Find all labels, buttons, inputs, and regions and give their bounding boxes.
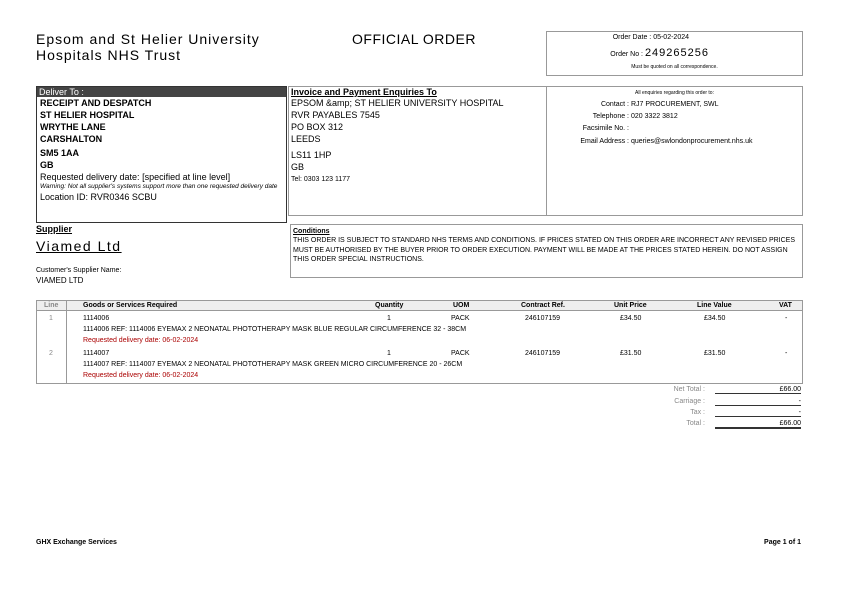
conditions-label: Conditions [293,228,330,235]
invoice-line-4: LEEDS [291,134,321,144]
conditions-text: THIS ORDER IS SUBJECT TO STANDARD NHS TERMS AND CONDITIONS. IF PRICES STATED ON THIS ORDER ARE INCORRECT ANY REVISED PRICES MUST BE AUTHORISED BY THE BUYER PRIOR TO ORDER EXECUTION. PAYMENT WILL BE MADE AT THE PRICES STATED HEREIN. DO NOT ASSIGN THIS ORDER SPECIAL INSTRUCTIONS. [293,237,796,263]
trust-name-line2: Hospitals NHS Trust [36,47,182,63]
row1-uom: PACK [451,315,470,322]
row1-unit-price: £34.50 [620,315,642,322]
deliver-location-id: Location ID: RVR0346 SCBU [40,192,157,202]
row1-description: 1114006 REF: 1114006 EYEMAX 2 NEONATAL PHOTOTHERAPY MASK BLUE REGULAR CIRCUMFERENCE 32 - 38CM [83,326,467,333]
grand-total-value: £66.00 [715,420,801,429]
enquiries-box [546,86,803,216]
deliver-line-3: WRYTHE LANE [40,122,106,132]
contact-value: RJ7 PROCUREMENT, SWL [631,101,719,108]
trust-name-line1: Epsom and St Helier University [36,31,260,47]
row2-uom: PACK [451,350,470,357]
row2-code: 1114007 [83,350,110,357]
tax-row [620,409,801,420]
supplier-label: Supplier [36,224,73,234]
order-date-label: Order Date : [612,34,652,41]
row2-description: 1114007 REF: 1114007 EYEMAX 2 NEONATAL PHOTOTHERAPY MASK GREEN MICRO CIRCUMFERENCE 20 - 26CM [83,361,463,368]
col-uom: UOM [453,302,470,309]
deliver-line-5: SM5 1AA [40,148,80,158]
email-value: queries@swlondonprocurement.nhs.uk [631,138,753,145]
tax-label: Tax : [690,409,705,416]
trust-name [36,31,260,63]
grand-total-row [620,420,801,431]
col-unit-price: Unit Price [614,302,647,309]
grand-total-label: Total : [686,420,705,427]
order-date-value: 05-02-2024 [653,34,689,41]
col-vat: VAT [779,302,792,309]
row2-vat: - [785,350,788,357]
deliver-warning: Warning: Not all supplier's systems support more than one requested delivery date [40,183,278,190]
row2-contract: 246107159 [525,350,561,357]
row1-line-value: £34.50 [704,315,726,322]
deliver-requested-date: Requested delivery date: [specified at line level] [40,172,231,182]
row1-qty: 1 [387,315,391,322]
row2-line: 2 [49,350,53,357]
deliver-line-1: RECEIPT AND DESPATCH [40,98,152,108]
row1-vat: - [785,315,788,322]
col-contract: Contract Ref. [521,302,565,309]
invoice-box [288,86,547,216]
row2-qty: 1 [387,350,391,357]
deliver-to-box [36,86,287,223]
invoice-tel: Tel: 0303 123 1177 [291,176,351,183]
invoice-label: Invoice and Payment Enquiries To [291,87,437,97]
order-number-label: Order No : [610,51,643,58]
customer-supplier-name: VIAMED LTD [36,276,84,285]
row1-code: 1114006 [83,315,110,322]
telephone-value: 020 3322 3812 [631,113,678,120]
col-goods: Goods or Services Required [83,302,178,309]
email-label: Email Address : [580,138,629,145]
row2-line-value: £31.50 [704,350,726,357]
deliver-line-2: ST HELIER HOSPITAL [40,110,135,120]
deliver-to-label: Deliver To : [37,87,286,97]
net-total-value: £66.00 [715,386,801,394]
order-lines-table [36,300,803,384]
fax-label: Facsimile No. : [582,125,629,132]
carriage-value: - [715,398,801,406]
document-title: OFFICIAL ORDER [352,31,476,47]
supplier-name: Viamed Ltd [36,238,122,254]
deliver-line-6: GB [40,160,54,170]
invoice-postcode: LS11 1HP [291,150,332,160]
invoice-line-2: RVR PAYABLES 7545 [291,110,380,120]
row2-unit-price: £31.50 [620,350,642,357]
line-column-divider [66,301,67,383]
col-line-value: Line Value [697,302,732,309]
row2-requested-date: Requested delivery date: 06-02-2024 [83,372,199,379]
row1-contract: 246107159 [525,315,561,322]
order-number [610,47,709,59]
conditions-box [290,224,803,278]
footer-provider: GHX Exchange Services [36,539,117,546]
invoice-country: GB [291,162,305,172]
invoice-line-1: EPSOM &amp; ST HELIER UNIVERSITY HOSPITAL [291,98,504,108]
net-total-label: Net Total : [673,386,705,393]
carriage-row [620,398,801,409]
col-quantity: Quantity [375,302,404,309]
telephone-label: Telephone : [592,113,629,120]
order-info-box [546,31,803,76]
page-number: Page 1 of 1 [764,539,801,546]
row1-requested-date: Requested delivery date: 06-02-2024 [83,337,199,344]
tax-value: - [715,409,801,417]
invoice-line-3: PO BOX 312 [291,122,344,132]
order-number-value: 249265256 [644,47,709,59]
order-quote-note: Must be quoted on all correspondence. [631,64,718,70]
deliver-line-4: CARSHALTON [40,134,103,144]
net-total-row [620,386,801,397]
order-date [613,34,689,41]
col-line: Line [44,302,59,309]
customer-supplier-name-label: Customer's Supplier Name: [36,267,122,274]
contact-label: Contact : [600,101,629,108]
carriage-label: Carriage : [674,398,705,405]
row1-line: 1 [49,315,53,322]
enquiries-heading: All enquiries regarding this order to: [635,90,714,96]
